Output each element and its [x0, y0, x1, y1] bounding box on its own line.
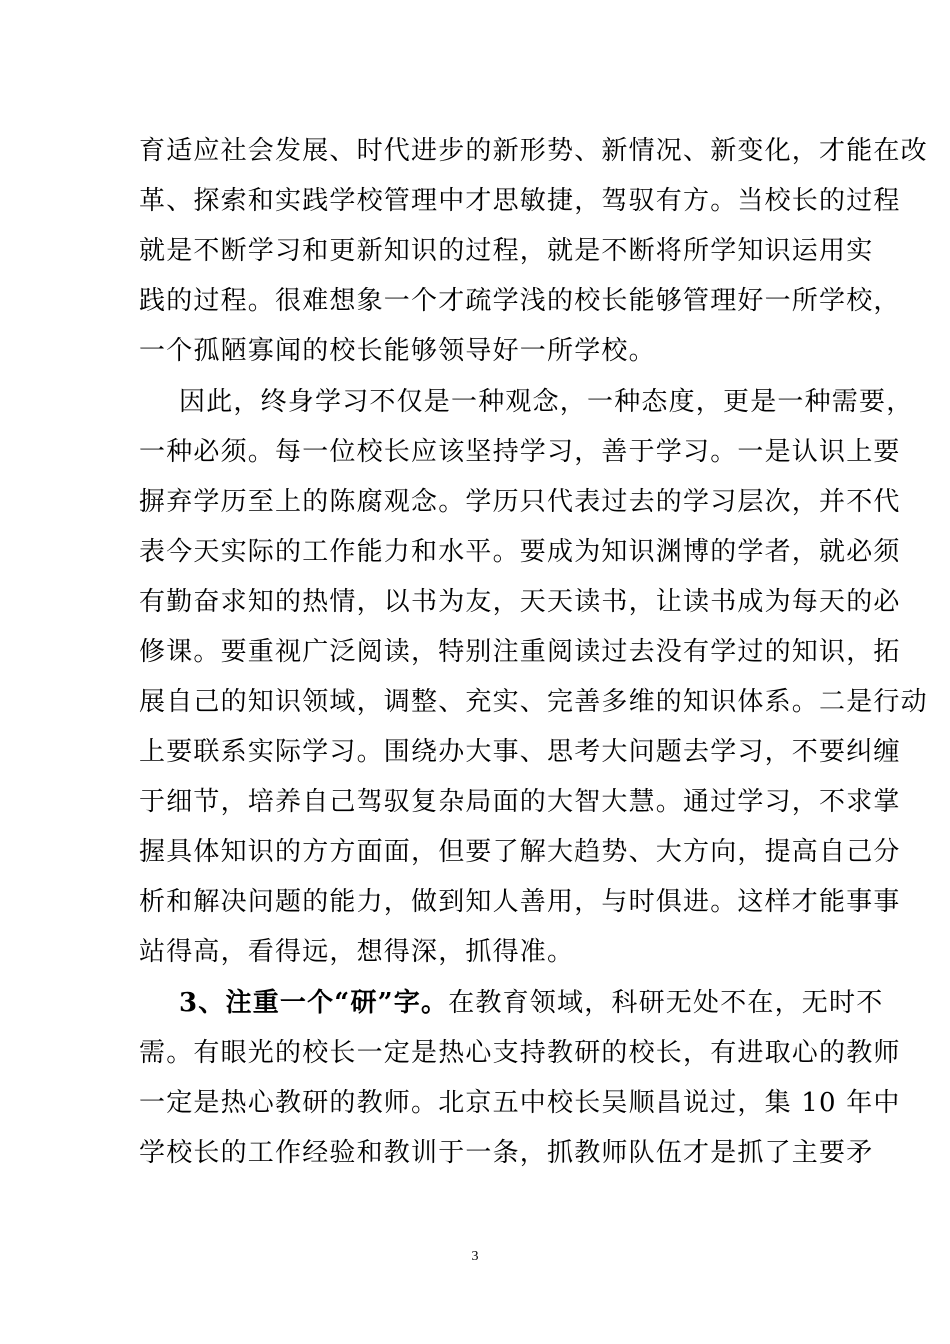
paragraph-2-line-4: 表今天实际的工作能力和水平。要成为知识渊博的学者，就必须	[139, 537, 901, 567]
paragraph-1-line-1: 育适应社会发展、时代进步的新形势、新情况、新变化，才能在改	[139, 136, 928, 166]
paragraph-1-line-4: 践的过程。很难想象一个才疏学浅的校长能够管理好一所学校，	[139, 286, 901, 316]
paragraph-1-line-3: 就是不断学习和更新知识的过程，就是不断将所学知识运用实	[139, 236, 874, 266]
paragraph-2-line-8: 上要联系实际学习。围绕办大事、思考大问题去学习，不要纠缠	[139, 737, 901, 767]
paragraph-1-line-2: 革、探索和实践学校管理中才思敏捷，驾驭有方。当校长的过程	[139, 186, 901, 216]
paragraph-3-line-2: 需。有眼光的校长一定是热心支持教研的校长，有进取心的教师	[139, 1038, 901, 1068]
paragraph-3-line-1-text: 在教育领域，科研无处不在，无时不	[448, 988, 884, 1018]
paragraph-2-line-12: 站得高，看得远，想得深，抓得准。	[139, 937, 575, 967]
paragraph-2-line-7: 展自己的知识领域，调整、充实、完善多维的知识体系。二是行动	[139, 687, 928, 717]
page-number: 3	[471, 1249, 479, 1264]
paragraph-1-line-5: 一个孤陋寡闻的校长能够领导好一所学校。	[139, 336, 656, 366]
paragraph-2-line-1: 因此，终身学习不仅是一种观念，一种态度，更是一种需要，	[179, 387, 914, 417]
paragraph-2-line-9: 于细节，培养自己驾驭复杂局面的大智大慧。通过学习，不求掌	[139, 787, 901, 817]
paragraph-2-line-3: 摒弃学历至上的陈腐观念。学历只代表过去的学习层次，并不代	[139, 487, 901, 517]
paragraph-2-line-11: 析和解决问题的能力，做到知人善用，与时俱进。这样才能事事	[139, 887, 901, 917]
paragraph-2-line-6: 修课。要重视广泛阅读，特别注重阅读过去没有学过的知识，拓	[139, 637, 901, 667]
paragraph-3-line-4: 学校长的工作经验和教训于一条，抓教师队伍才是抓了主要矛	[139, 1138, 874, 1168]
paragraph-2-line-2: 一种必须。每一位校长应该坚持学习，善于学习。一是认识上要	[139, 437, 901, 467]
paragraph-3-line-3: 一定是热心教研的教师。北京五中校长吴顺昌说过，集 10 年中	[139, 1088, 901, 1118]
paragraph-3-line-1	[179, 987, 883, 1019]
paragraph-2-line-10: 握具体知识的方方面面，但要了解大趋势、大方向，提高自己分	[139, 837, 901, 867]
paragraph-2-line-5: 有勤奋求知的热情，以书为友，天天读书，让读书成为每天的必	[139, 587, 901, 617]
section-heading: 3、注重一个“研”字。	[179, 988, 449, 1018]
